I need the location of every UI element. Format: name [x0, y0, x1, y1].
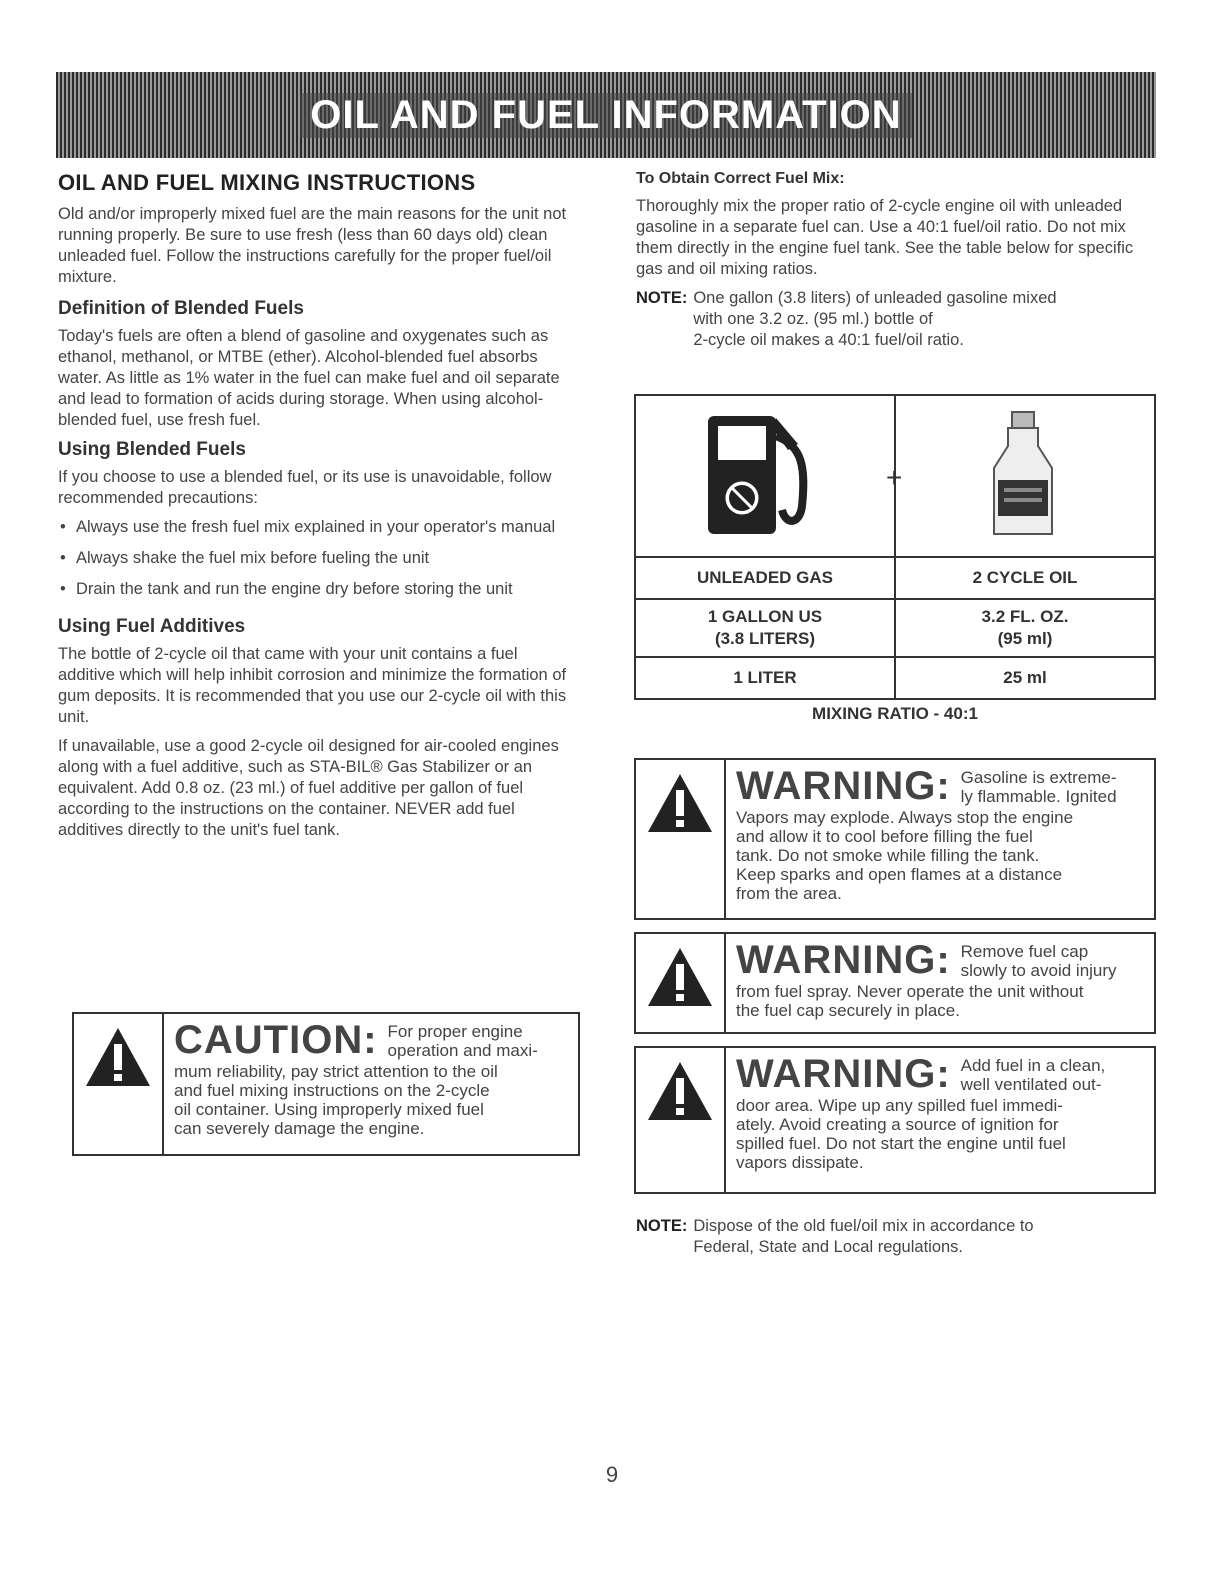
mixing-ratio-caption: MIXING RATIO - 40:1: [812, 704, 978, 723]
mixing-ratio-table: [634, 394, 1156, 700]
warning-line: from fuel spray. Never operate the unit without: [736, 982, 1084, 1001]
list-item: • Always shake the fuel mix before fueling the unit: [58, 548, 578, 569]
warning-line: tank. Do not smoke while filling the tank.: [736, 846, 1040, 865]
note-line: 2-cycle oil makes a 40:1 fuel/oil ratio.: [693, 331, 964, 349]
warning-line: Vapors may explode. Always stop the engine: [736, 808, 1074, 827]
using-blended-heading: Using Blended Fuels: [58, 439, 246, 460]
warning-head-line: slowly to avoid injury: [960, 961, 1117, 980]
using-blended-paragraph: If you choose to use a blended fuel, or its use is unavoidable, follow recommended precautions:: [58, 468, 552, 507]
list-item: • Always use the fresh fuel mix explained in your operator's manual: [58, 517, 578, 538]
table-cell: [894, 658, 1154, 698]
caution-box: [72, 1012, 580, 1156]
note-line: with one 3.2 oz. (95 ml.) bottle of: [693, 310, 933, 328]
caution-line: can severely damage the engine.: [174, 1119, 425, 1138]
warning-line: Keep sparks and open flames at a distance: [736, 865, 1063, 884]
warning-word: WARNING:: [736, 938, 951, 982]
oil-bottle-icon: [988, 410, 1058, 540]
table-cell: [636, 600, 894, 656]
warning-box-flammable: [634, 758, 1156, 920]
warning-word: WARNING:: [736, 1052, 951, 1096]
header-2-cycle-oil: 2 CYCLE OIL: [894, 558, 1154, 598]
caution-word: CAUTION:: [174, 1018, 378, 1062]
warning-box-ventilation: [634, 1046, 1156, 1194]
table-cell: [894, 600, 1154, 656]
note-disposal: [636, 1216, 1158, 1258]
cell-line: 1 GALLON US: [707, 607, 823, 626]
table-row: [636, 658, 1154, 698]
definition-paragraph: Today's fuels are often a blend of gasoline and oxygenates such as ethanol, methanol, or MTBE (ether). Alcohol-blended fuel absorbs water. As little as 1% water in the fuel can make fuel and oil separate and lead to formation of acids during storage. When using alcohol-blended fuel, use fresh fuel.: [58, 327, 560, 429]
warning-triangle-icon: [646, 946, 714, 1008]
caution-line: and fuel mixing instructions on the 2-cycle: [174, 1081, 490, 1100]
warning-head-line: Add fuel in a clean,: [960, 1056, 1106, 1075]
oil-icon-cell: [894, 396, 1154, 556]
header-unleaded-gas: UNLEADED GAS: [696, 568, 833, 587]
precautions-list: [58, 517, 578, 600]
warning-line: spilled fuel. Do not start the engine until fuel: [736, 1134, 1066, 1153]
plus-sign: +: [886, 462, 903, 493]
warning-icon-cell: [636, 934, 726, 1032]
caution-head-line: operation and maxi-: [387, 1041, 538, 1060]
warning-triangle-icon: [84, 1026, 152, 1088]
warning-head-line: ly flammable. Ignited: [960, 787, 1117, 806]
warning-head-line: well ventilated out-: [960, 1075, 1102, 1094]
caution-icon-cell: [74, 1014, 164, 1154]
right-column: [636, 170, 1158, 359]
mixing-instructions-title: OIL AND FUEL MIXING INSTRUCTIONS: [58, 170, 476, 195]
warning-line: the fuel cap securely in place.: [736, 1001, 960, 1020]
table-row: [636, 600, 1154, 658]
cell-line: (95 ml): [997, 629, 1053, 648]
warning-body: [726, 934, 1154, 1032]
fuel-mix-heading: To Obtain Correct Fuel Mix:: [636, 170, 845, 187]
warning-line: door area. Wipe up any spilled fuel immedi-: [736, 1096, 1063, 1115]
note-label: NOTE:: [636, 289, 688, 307]
cell-line: 1 LITER: [733, 668, 797, 687]
warning-body: [726, 760, 1154, 918]
caution-line: mum reliability, pay strict attention to the oil: [174, 1062, 498, 1081]
page-number: 9: [605, 1462, 619, 1487]
list-item: • Drain the tank and run the engine dry before storing the unit: [58, 579, 578, 600]
section-banner: [56, 72, 1156, 158]
banner-title: OIL AND FUEL INFORMATION: [300, 93, 911, 138]
gas-pump-icon: [702, 406, 822, 546]
warning-icon-cell: [636, 760, 726, 918]
caution-line: oil container. Using improperly mixed fuel: [174, 1100, 484, 1119]
warning-box-fuel-cap: [634, 932, 1156, 1034]
table-cell: [636, 658, 894, 698]
warning-body: [726, 1048, 1154, 1192]
warning-line: vapors dissipate.: [736, 1153, 864, 1172]
warning-head-line: Gasoline is extreme-: [960, 768, 1117, 787]
warning-icon-cell: [636, 1048, 726, 1192]
additives-paragraph-2: If unavailable, use a good 2-cycle oil designed for air-cooled engines along with a fuel additive, such as STA-BIL® Gas Stabilizer or an equivalent. Add 0.8 oz. (23 ml.) of fuel additive per gallon of fuel according to the instructions on the container. NEVER add fuel additives directly to the unit's fuel tank.: [58, 737, 559, 839]
note-line: Federal, State and Local regulations.: [693, 1238, 964, 1256]
additives-paragraph-1: The bottle of 2-cycle oil that came with your unit contains a fuel additive which will help inhibit corrosion and minimize the formation of gum deposits. It is recommended that you use our 2-cycle oil with this unit.: [58, 645, 567, 726]
note-line: One gallon (3.8 liters) of unleaded gasoline mixed: [693, 289, 1057, 307]
warning-triangle-icon: [646, 1060, 714, 1122]
caution-head-line: For proper engine: [387, 1022, 523, 1041]
note-line: Dispose of the old fuel/oil mix in accordance to: [693, 1217, 1034, 1235]
warning-line: from the area.: [736, 884, 842, 903]
cell-line: (3.8 LITERS): [714, 629, 816, 648]
additives-heading: Using Fuel Additives: [58, 616, 246, 637]
warning-head-line: Remove fuel cap: [960, 942, 1089, 961]
warning-triangle-icon: [646, 772, 714, 834]
caution-body: [164, 1014, 578, 1154]
table-header-row: [636, 558, 1154, 600]
left-column: [58, 170, 578, 849]
note-mix-ratio: [636, 288, 1158, 351]
note-label: NOTE:: [636, 1217, 688, 1235]
warning-line: ately. Avoid creating a source of ignition for: [736, 1115, 1059, 1134]
cell-line: 25 ml: [1003, 668, 1047, 687]
fuel-mix-paragraph: Thoroughly mix the proper ratio of 2-cycle engine oil with unleaded gasoline in a separate fuel can. Use a 40:1 fuel/oil ratio. Do not mix them directly in the engine fuel tank. See the table below for specific gas and oil mixing ratios.: [636, 197, 1134, 278]
intro-paragraph: Old and/or improperly mixed fuel are the main reasons for the unit not running properly. Be sure to use fresh (less than 60 days old) clean unleaded fuel. Follow the instructions carefully for the proper fuel/oil mixture.: [58, 205, 567, 286]
warning-line: and allow it to cool before filling the fuel: [736, 827, 1033, 846]
gas-icon-cell: [636, 396, 894, 556]
cell-line: 3.2 FL. OZ.: [981, 607, 1069, 626]
warning-word: WARNING:: [736, 764, 951, 808]
definition-heading: Definition of Blended Fuels: [58, 298, 304, 319]
